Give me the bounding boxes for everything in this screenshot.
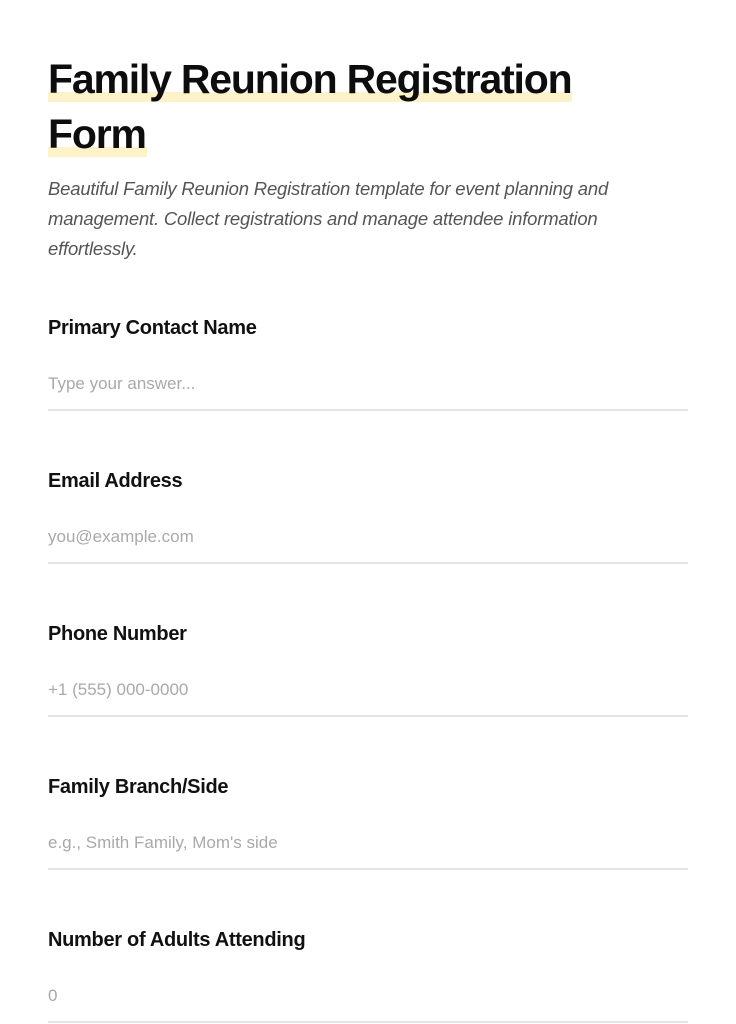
field-phone-number [48, 620, 688, 717]
field-number-of-adults [48, 926, 688, 1023]
page-title [48, 52, 648, 162]
family-branch-side-input[interactable] [48, 831, 688, 870]
email-address-input[interactable] [48, 525, 688, 564]
field-label: Email Address [48, 470, 183, 492]
field-family-branch-side [48, 773, 688, 870]
field-label: Phone Number [48, 623, 187, 645]
page-title-text: Family Reunion Registration Form [48, 56, 572, 157]
number-of-adults-input[interactable] [48, 984, 688, 1023]
field-primary-contact-name [48, 314, 688, 411]
field-label: Family Branch/Side [48, 776, 229, 798]
phone-number-input[interactable] [48, 678, 688, 717]
field-label: Primary Contact Name [48, 317, 257, 339]
primary-contact-name-input[interactable] [48, 372, 688, 411]
field-email-address [48, 467, 688, 564]
field-label: Number of Adults Attending [48, 929, 306, 951]
form-description: Beautiful Family Reunion Registration template for event planning and management. Collect registrations and manage attendee information effortlessly. [48, 178, 609, 259]
